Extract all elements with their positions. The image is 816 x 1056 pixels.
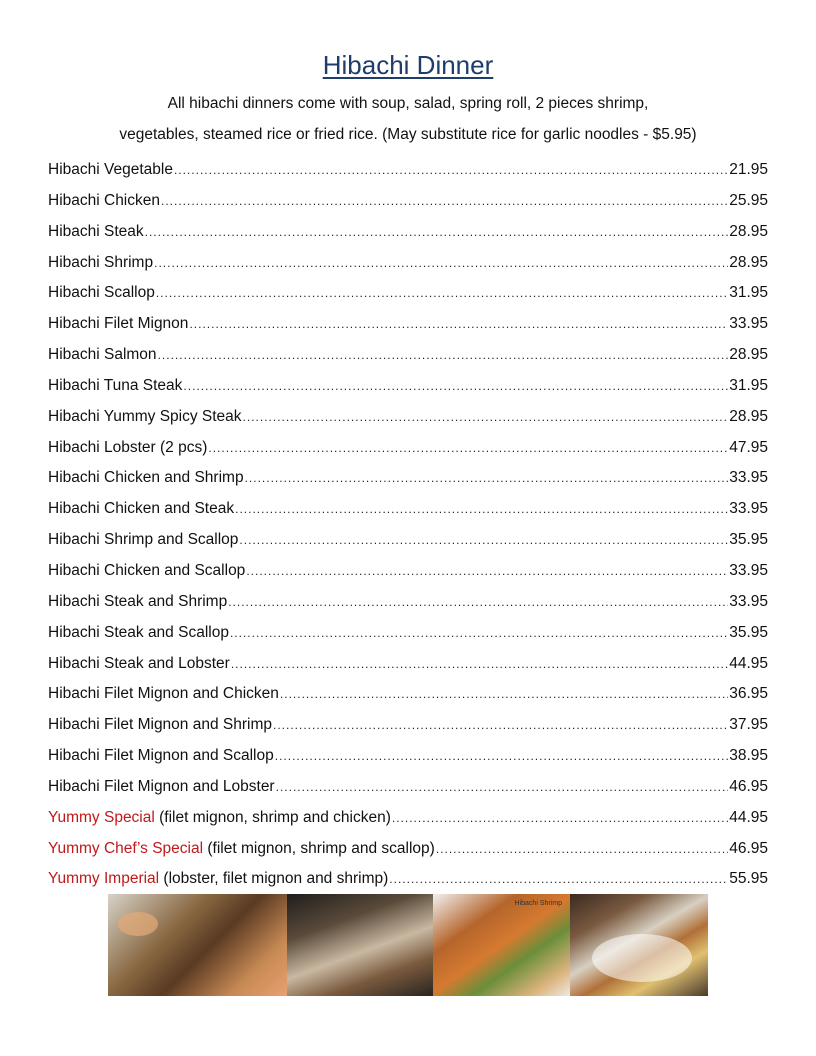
special-item [48,834,768,865]
item-name: Hibachi Filet Mignon and Lobster [48,777,275,795]
menu-item [48,278,768,309]
item-name: Hibachi Vegetable [48,161,173,178]
dot-leader [392,803,728,834]
item-price: 28.95 [729,222,768,240]
intro-line-1: All hibachi dinners come with soup, salad, spring roll, 2 pieces shrimp, [167,95,649,112]
food-photo-scallop-shrimp [287,894,433,996]
item-name: Hibachi Yummy Spicy Steak [48,407,242,425]
menu-item [48,433,768,464]
menu-item [48,155,768,186]
item-name: Hibachi Steak and Scallop [48,623,229,641]
item-name: Hibachi Shrimp and Scallop [48,531,239,549]
dot-leader [239,525,728,556]
menu-item [48,679,768,710]
item-name: Hibachi Filet Mignon [48,315,189,333]
menu-item [48,772,768,803]
special-name: Yummy Chef’s Special [48,839,204,857]
item-price: 35.95 [729,531,768,549]
food-photo-plate-noodles [570,894,708,996]
menu-item [48,710,768,741]
item-price: 28.95 [729,407,768,425]
item-name: Hibachi Lobster (2 pcs) [48,438,208,456]
item-name: Hibachi Tuna Steak [48,376,183,394]
item-price: 31.95 [729,284,768,302]
dot-leader [231,649,728,680]
item-name: Hibachi Filet Mignon and Shrimp [48,716,272,734]
menu-item [48,463,768,494]
item-price: 33.95 [729,592,768,610]
menu-item [48,525,768,556]
item-price: 46.95 [729,839,768,857]
menu-item [48,494,768,525]
dot-leader [280,679,728,710]
item-name: Hibachi Chicken and Scallop [48,561,246,579]
special-desc: (filet mignon, shrimp and chicken) [154,808,391,826]
dot-leader [228,587,728,618]
special-name: Yummy Imperial [48,870,160,888]
special-item [48,803,768,834]
item-price: 44.95 [729,808,768,826]
menu-item [48,186,768,217]
item-name: Hibachi Chicken [48,191,160,209]
item-price: 36.95 [729,685,768,703]
menu-item [48,217,768,248]
menu-item [48,556,768,587]
photo-caption: Hibachi Shrimp [514,900,562,907]
item-price: 33.95 [729,500,768,518]
dot-leader [246,556,728,587]
item-price: 35.95 [729,623,768,641]
item-price: 38.95 [729,747,768,765]
dot-leader [145,217,729,248]
dot-leader [208,433,728,464]
menu-item [48,340,768,371]
item-price: 44.95 [729,654,768,672]
page-title: Hibachi Dinner [322,50,494,80]
dot-leader [174,155,728,186]
dot-leader [273,710,728,741]
dot-leader [154,248,728,279]
item-name: Hibachi Filet Mignon and Chicken [48,685,279,703]
dot-leader [275,741,728,772]
item-price: 31.95 [729,376,768,394]
food-photo-strip [108,894,708,996]
menu-list [48,155,768,895]
menu-item [48,587,768,618]
dot-leader [235,494,728,525]
item-price: 55.95 [729,870,768,888]
item-name: Hibachi Salmon [48,346,157,364]
item-price: 46.95 [729,777,768,795]
dot-leader [276,772,729,803]
dot-leader [436,834,728,865]
special-name-group [48,803,391,834]
item-price: 21.95 [729,161,768,178]
dot-leader [183,371,728,402]
item-price: 47.95 [729,438,768,456]
item-price: 25.95 [729,191,768,209]
dot-leader [243,402,729,433]
menu-item [48,371,768,402]
item-name: Hibachi Filet Mignon and Scallop [48,747,274,765]
menu-item [48,741,768,772]
item-price: 33.95 [729,469,768,487]
item-name: Hibachi Shrimp [48,253,154,271]
item-name: Hibachi Chicken and Steak [48,500,235,518]
menu-item [48,402,768,433]
dot-leader [189,309,728,340]
menu-item [48,618,768,649]
food-photo-steak-shrimp-rice [108,894,287,996]
item-name: Hibachi Steak and Shrimp [48,592,228,610]
item-price: 33.95 [729,315,768,333]
item-price: 28.95 [729,346,768,364]
menu-item [48,649,768,680]
dot-leader [158,340,729,371]
special-item [48,864,768,895]
dot-leader [161,186,728,217]
item-name: Hibachi Chicken and Shrimp [48,469,244,487]
dot-leader [230,618,728,649]
special-name: Yummy Special [48,808,155,826]
item-name: Hibachi Steak and Lobster [48,654,230,672]
menu-item [48,248,768,279]
food-photo-hibachi-shrimp [433,894,570,996]
special-name-group [48,864,388,895]
item-price: 28.95 [729,253,768,271]
item-name: Hibachi Steak [48,222,144,240]
item-price: 33.95 [729,561,768,579]
item-price: 37.95 [729,716,768,734]
special-desc: (filet mignon, shrimp and scallop) [203,839,435,857]
dot-leader [156,278,728,309]
special-desc: (lobster, filet mignon and shrimp) [159,870,389,888]
dot-leader [245,463,729,494]
item-name: Hibachi Scallop [48,284,155,302]
dot-leader [389,864,728,895]
menu-item [48,309,768,340]
special-name-group [48,834,435,865]
intro-line-2: vegetables, steamed rice or fried rice. (May substitute rice for garlic noodles - $5.95) [119,126,697,143]
